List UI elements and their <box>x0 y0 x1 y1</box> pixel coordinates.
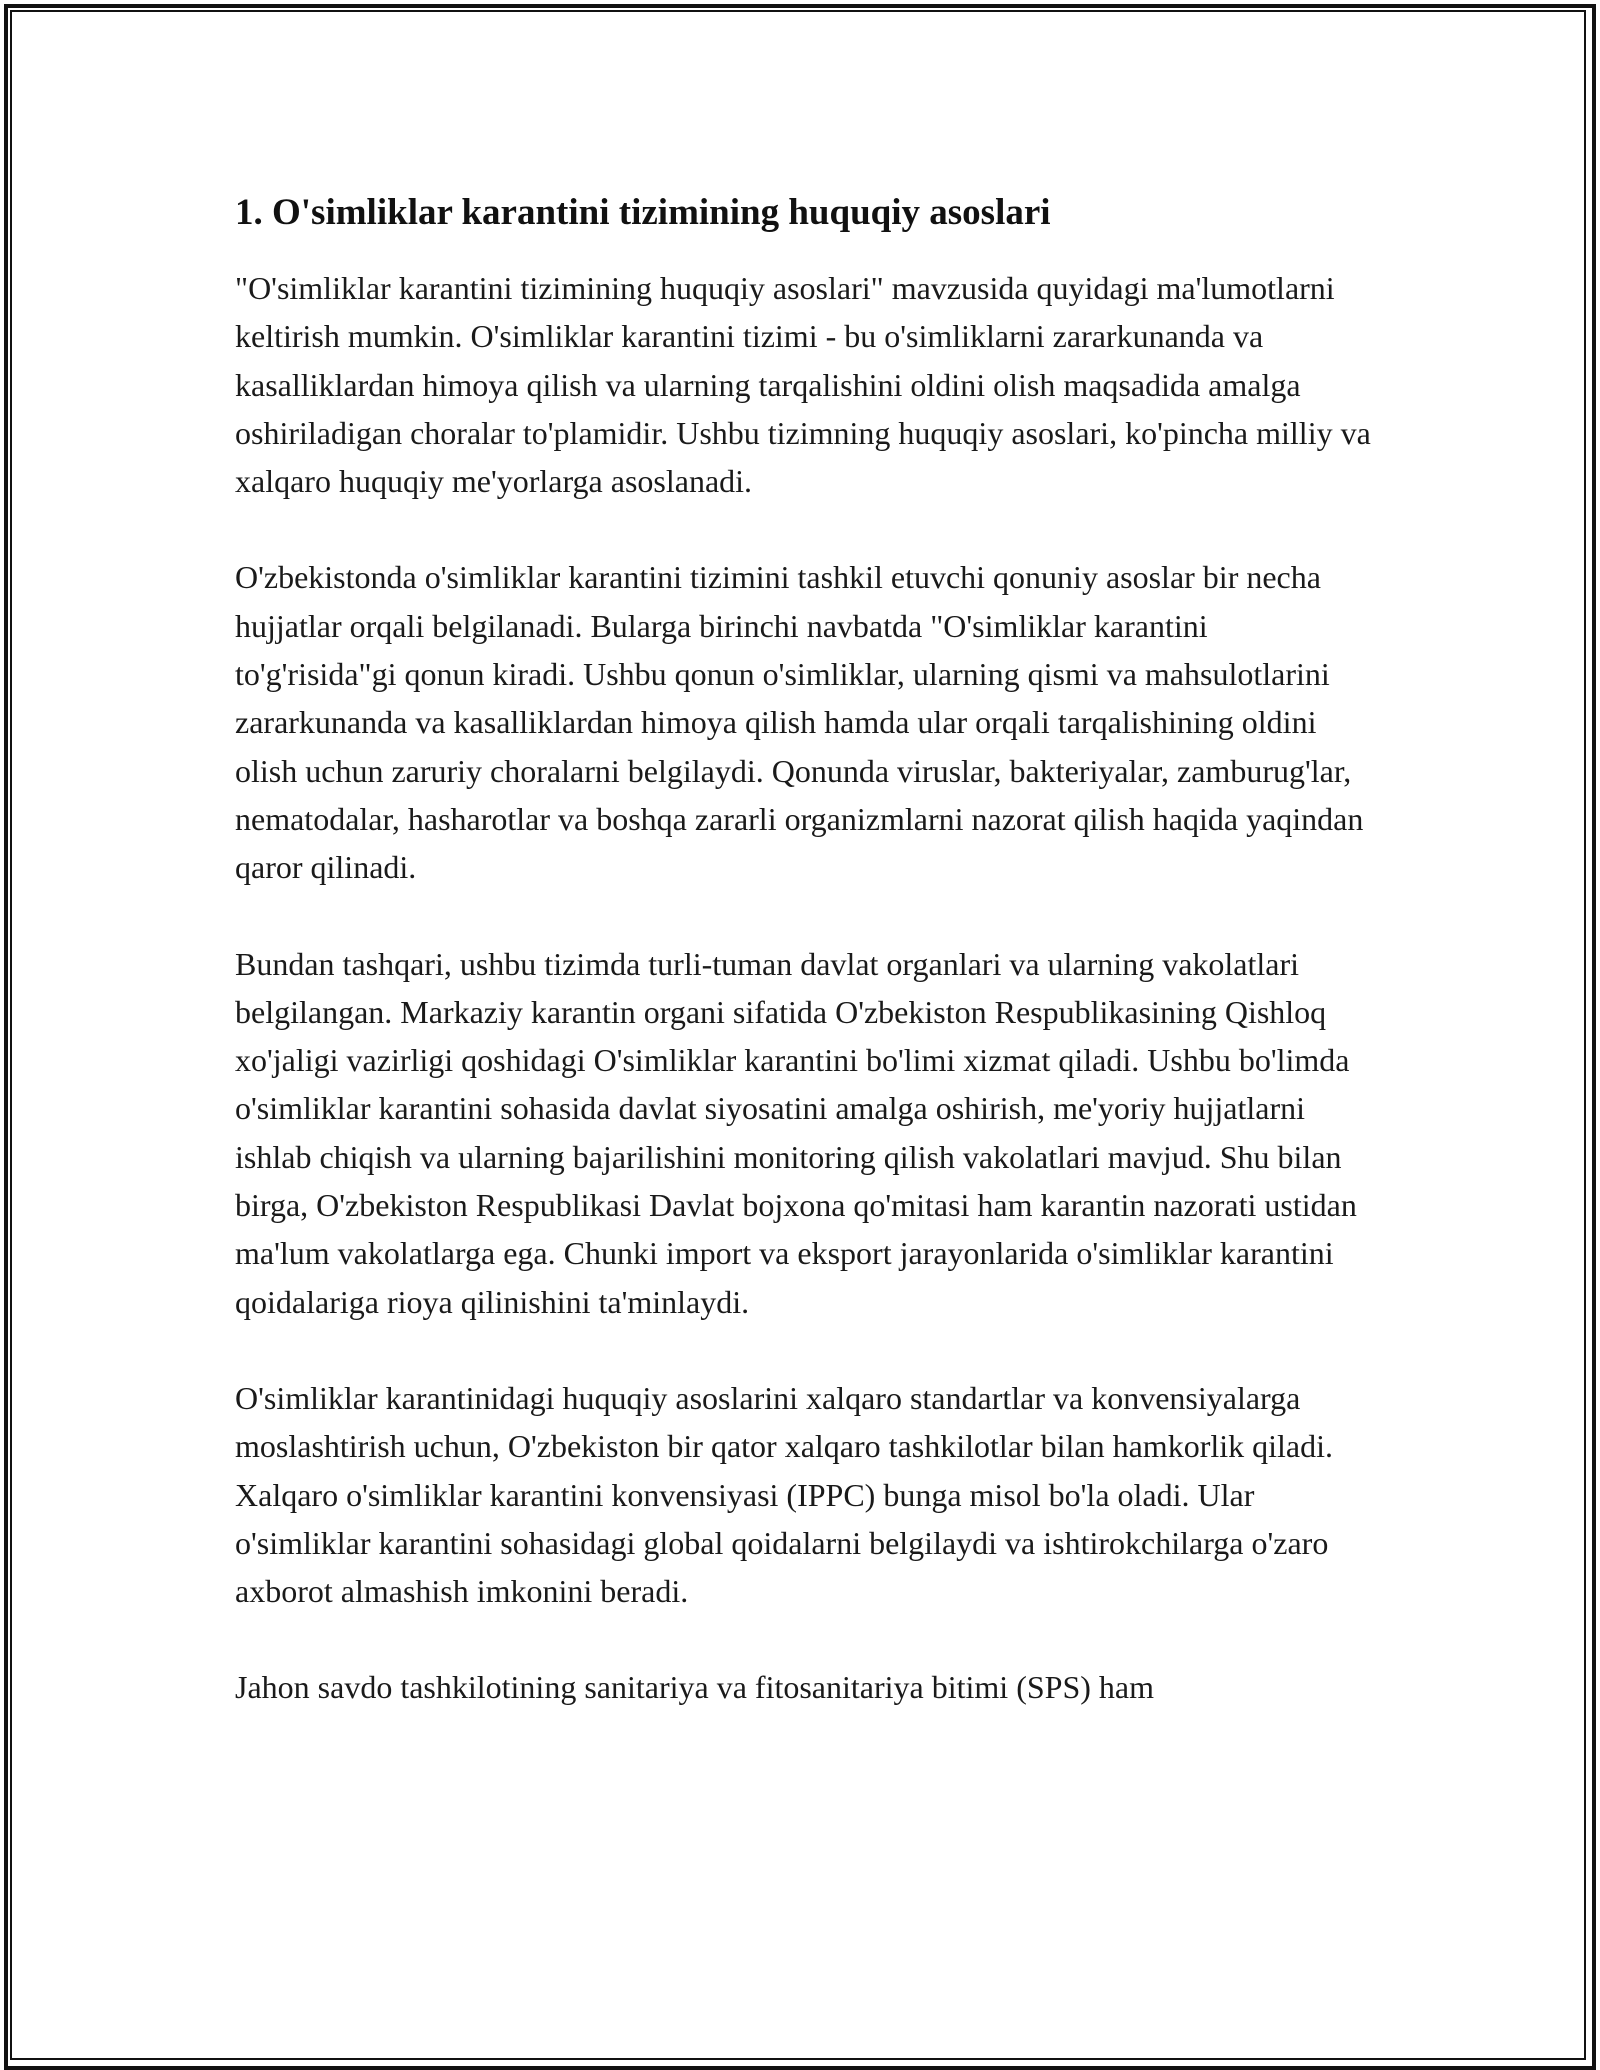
section-heading: 1. O'simliklar karantini tizimining huquqiy asoslari <box>235 192 1051 233</box>
document-body <box>235 190 1375 1760</box>
paragraph-1: "O'simliklar karantini tizimining huquqiy asoslari" mavzusida quyidagi ma'lumotlarni keltirish mumkin. O'simliklar karantini tizimi - bu o'simliklarni zararkunanda va kasalliklardan himoya qilish va ularning tarqalishini oldini olish maqsadida amalga oshiriladigan choralar to'plamidir. Ushbu tizimning huquqiy asoslari, ko'pincha milliy va xalqaro huquqiy me'yorlarga asoslanadi. <box>235 270 1371 500</box>
paragraph-5: Jahon savdo tashkilotining sanitariya va fitosanitariya bitimi (SPS) ham <box>235 1669 1154 1706</box>
paragraph-2: O'zbekistonda o'simliklar karantini tizimini tashkil etuvchi qonuniy asoslar bir necha hujjatlar orqali belgilanadi. Bularga birinchi navbatda "O'simliklar karantini to'g'risida"gi qonun kiradi. Ushbu qonun o'simliklar, ularning qismi va mahsulotlarini zararkunanda va kasalliklardan himoya qilish hamda ular orqali tarqalishining oldini olish uchun zaruriy choralarni belgilaydi. Qonunda viruslar, bakteriyalar, zamburug'lar, nematodalar, hasharotlar va boshqa zararli organizmlarni nazorat qilish haqida yaqindan qaror qilinadi. <box>235 559 1364 886</box>
paragraph-3: Bundan tashqari, ushbu tizimda turli-tuman davlat organlari va ularning vakolatlari belgilangan. Markaziy karantin organi sifatida O'zbekiston Respublikasining Qishloq xo'jaligi vazirligi qoshidagi O'simliklar karantini bo'limi xizmat qiladi. Ushbu bo'limda o'simliklar karantini sohasida davlat siyosatini amalga oshirish, me'yoriy hujjatlarni ishlab chiqish va ularning bajarilishini monitoring qilish vakolatlari mavjud. Shu bilan birga, O'zbekiston Respublikasi Davlat bojxona qo'mitasi ham karantin nazorati ustidan ma'lum vakolatlarga ega. Chunki import va eksport jarayonlarida o'simliklar karantini qoidalariga rioya qilinishini ta'minlaydi. <box>235 945 1357 1320</box>
paragraph-4: O'simliklar karantinidagi huquqiy asoslarini xalqaro standartlar va konvensiyalarga moslashtirish uchun, O'zbekiston bir qator xalqaro tashkilotlar bilan hamkorlik qiladi. Xalqaro o'simliklar karantini konvensiyasi (IPPC) bunga misol bo'la oladi. Ular o'simliklar karantini sohasidagi global qoidalarni belgilaydi va ishtirokchilarga o'zaro axborot almashish imkonini beradi. <box>235 1379 1333 1610</box>
